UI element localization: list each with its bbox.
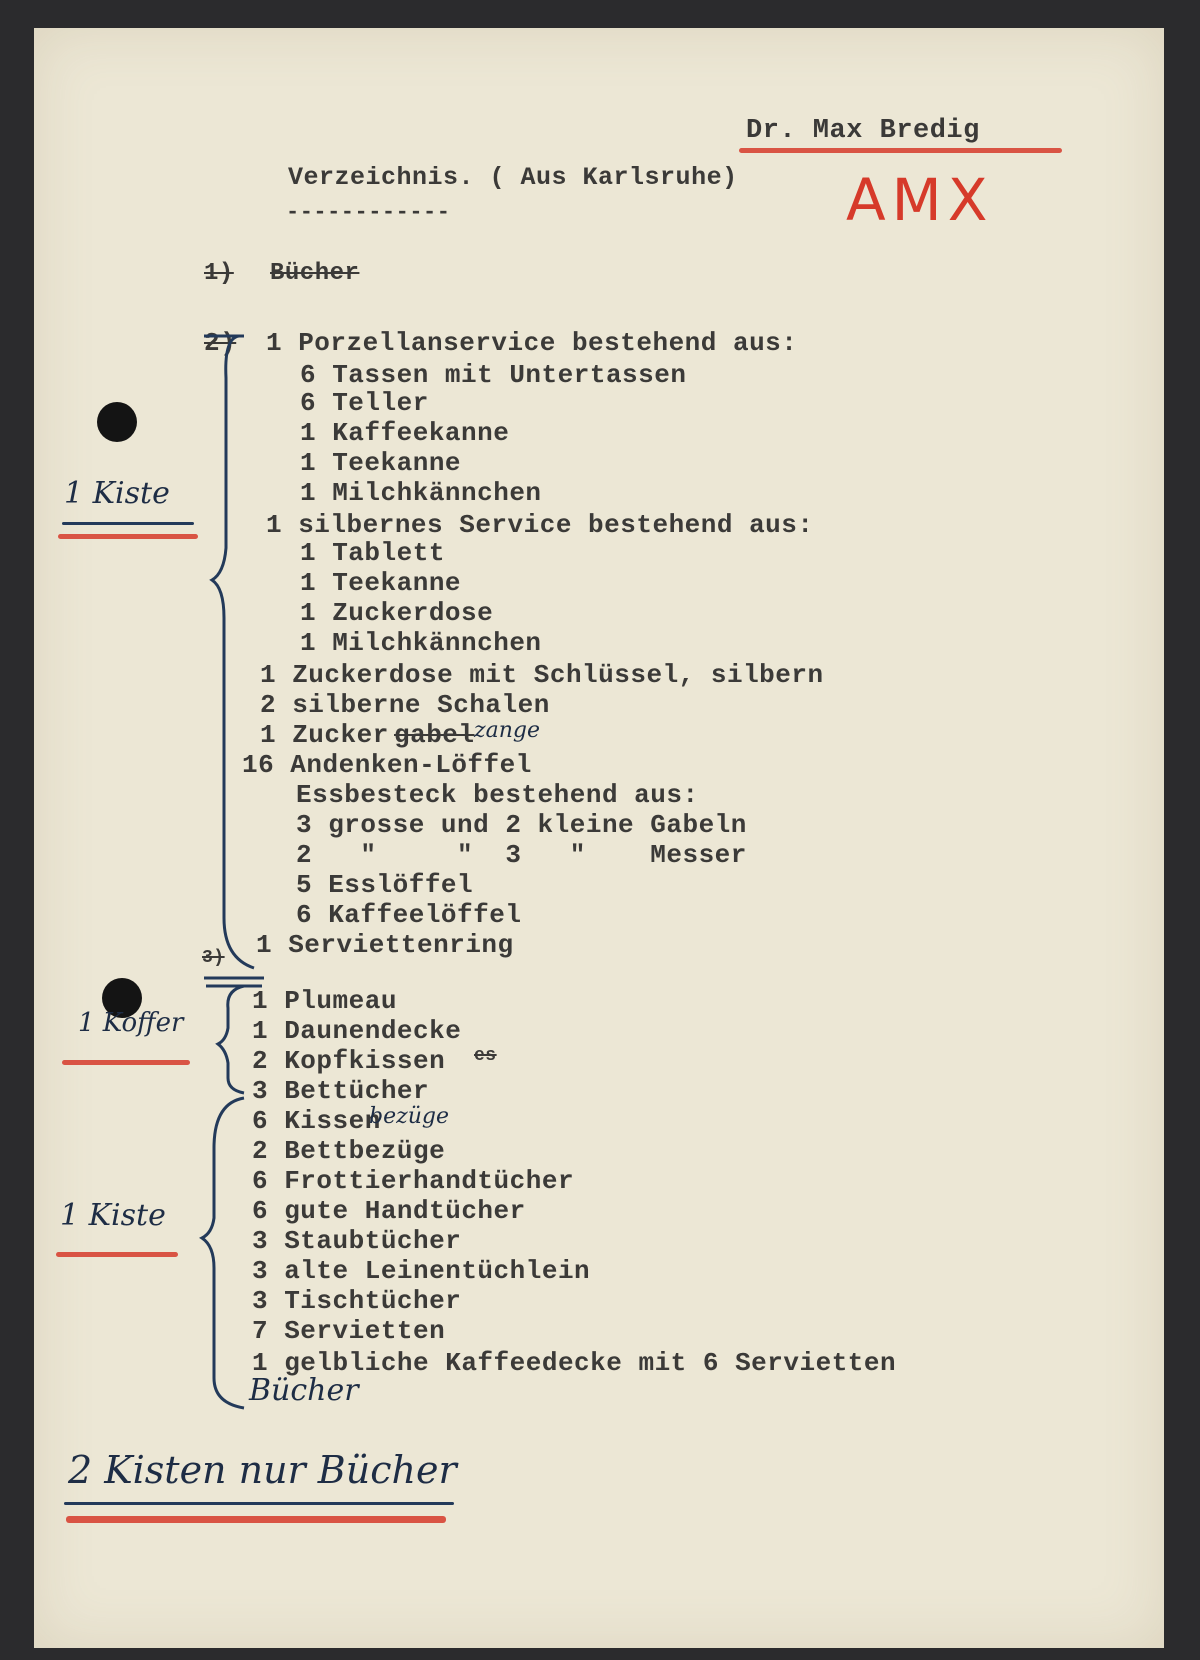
list-line: 3 grosse und 2 kleine Gabeln bbox=[296, 810, 747, 840]
list-line: 3 Bettücher bbox=[252, 1076, 430, 1106]
list-line: 2 " " 3 " Messer bbox=[296, 840, 747, 870]
list-line: Essbesteck bestehend aus: bbox=[296, 780, 699, 810]
item-number: 1) bbox=[204, 260, 234, 287]
list-line: 1 Milchkännchen bbox=[300, 478, 542, 508]
margin-note-kiste: 1 Kiste bbox=[60, 1198, 166, 1233]
list-line: 6 Tassen mit Untertassen bbox=[300, 360, 687, 390]
list-line: 3 alte Leinentüchlein bbox=[252, 1256, 591, 1286]
list-line: 6 Teller bbox=[300, 388, 429, 418]
list-line: 1 Kaffeekanne bbox=[300, 418, 510, 448]
list-line: 3 Staubtücher bbox=[252, 1226, 462, 1256]
handwritten-correction: zange bbox=[474, 718, 540, 743]
list-line: 1 silbernes Service bestehend aus: bbox=[266, 510, 814, 540]
list-line: 1 Daunendecke bbox=[252, 1016, 462, 1046]
punch-hole bbox=[97, 402, 137, 442]
blue-underline bbox=[64, 1502, 454, 1505]
margin-note-kiste: 1 Kiste bbox=[64, 476, 170, 511]
list-line: 6 Frottierhandtücher bbox=[252, 1166, 575, 1196]
struck-word: es bbox=[474, 1046, 497, 1066]
list-line: 1 Milchkännchen bbox=[300, 628, 542, 658]
list-line: 1 Zuckerdose bbox=[300, 598, 494, 628]
list-line: 1 Tablett bbox=[300, 538, 445, 568]
list-line: 5 Esslöffel bbox=[296, 870, 474, 900]
list-line: 1 Zuckerdose mit Schlüssel, silbern bbox=[260, 660, 824, 690]
list-line: 7 Servietten bbox=[252, 1316, 446, 1346]
list-line: 1 Serviettenring bbox=[256, 930, 514, 960]
list-line: 3 Tischtücher bbox=[252, 1286, 462, 1316]
list-line: 1 gelbliche Kaffeedecke mit 6 Servietten bbox=[252, 1348, 897, 1378]
struck-word: gabel bbox=[394, 720, 475, 750]
list-line: 1 Zucker bbox=[260, 720, 389, 750]
red-underline bbox=[739, 148, 1062, 153]
blue-underline bbox=[62, 522, 194, 525]
document-page bbox=[34, 28, 1164, 1648]
list-line: 2 silberne Schalen bbox=[260, 690, 550, 720]
list-line: 6 gute Handtücher bbox=[252, 1196, 526, 1226]
handwritten-note-buecher: Bücher bbox=[249, 1373, 359, 1408]
margin-note-koffer: 1 Koffer bbox=[78, 1008, 184, 1038]
title-underline: ------------ bbox=[286, 200, 451, 225]
handwritten-correction: bezüge bbox=[369, 1104, 449, 1129]
handwritten-braces bbox=[184, 318, 444, 1438]
list-line: 6 Kissen bbox=[252, 1106, 381, 1136]
red-underline bbox=[66, 1516, 446, 1523]
footer-note: 2 Kisten nur Bücher bbox=[68, 1448, 457, 1492]
red-underline bbox=[58, 534, 198, 539]
red-underline bbox=[56, 1252, 178, 1257]
list-line: 1 Plumeau bbox=[252, 986, 397, 1016]
document-title: Verzeichnis. ( Aus Karlsruhe) bbox=[288, 163, 738, 192]
list-line: 1 Porzellanservice bestehend aus: bbox=[266, 328, 798, 358]
list-line: 2 Bettbezüge bbox=[252, 1136, 446, 1166]
red-underline bbox=[62, 1060, 190, 1065]
amx-stamp: AMX bbox=[846, 166, 994, 234]
author-name: Dr. Max Bredig bbox=[746, 116, 980, 146]
list-line: 1 Teekanne bbox=[300, 448, 462, 478]
list-line: 1 Teekanne bbox=[300, 568, 462, 598]
list-line: 2 Kopfkissen bbox=[252, 1046, 446, 1076]
list-line: 16 Andenken-Löffel bbox=[242, 750, 532, 780]
item-number: 3) bbox=[202, 948, 225, 968]
list-line: 6 Kaffeelöffel bbox=[296, 900, 522, 930]
item-number: 2) bbox=[204, 328, 237, 358]
item-label: Bücher bbox=[270, 260, 360, 287]
